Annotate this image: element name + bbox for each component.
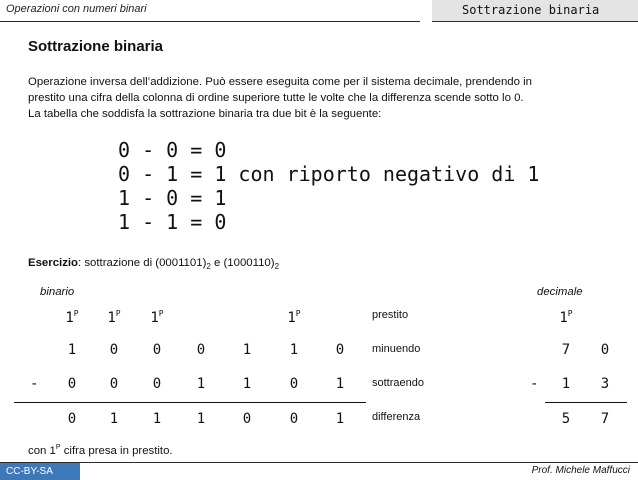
difference-digit: 0	[242, 411, 252, 427]
row-label-subtrahend: sottraendo	[372, 377, 424, 389]
borrow-digit: $1^P$	[107, 309, 121, 326]
borrow-digit: $1^P$	[559, 309, 573, 326]
subtrahend-digit: 1	[561, 376, 571, 392]
binary-heading: binario	[40, 286, 75, 298]
subtrahend-digit: 0	[67, 376, 77, 392]
exercise-label: Esercizio	[28, 257, 79, 269]
minuend-digit: 0	[109, 342, 119, 358]
binary-result-line	[14, 402, 366, 403]
header-left-bar	[0, 0, 420, 22]
row-label-borrow: prestito	[372, 309, 409, 321]
header-left-text: Operazioni con numeri binari	[6, 3, 147, 15]
binary-minus-sign: -	[30, 376, 39, 392]
borrow-note	[28, 444, 173, 457]
difference-digit: 1	[109, 411, 119, 427]
minuend-digit: 1	[242, 342, 252, 358]
intro-line: prestito una cifra della colonna di ordine superiore tutte le volte che la differenza scende sotto lo 0.	[28, 92, 524, 104]
decimal-heading: decimale	[537, 286, 583, 298]
difference-digit: 1	[196, 411, 206, 427]
subtrahend-digit: 1	[335, 376, 345, 392]
difference-digit: 5	[561, 411, 571, 427]
subtrahend-digit: 3	[600, 376, 610, 392]
minuend-digit: 1	[289, 342, 299, 358]
rule-line: 0 - 1 = 1 con riporto negativo di 1	[118, 162, 540, 186]
rule-line: 0 - 0 = 0	[118, 138, 227, 162]
header-right-text: Sottrazione binaria	[462, 3, 600, 17]
decimal-minus-sign: -	[530, 376, 539, 392]
borrow-digit: $1^P$	[150, 309, 164, 326]
difference-digit: 0	[67, 411, 77, 427]
intro-line: La tabella che soddisfa la sottrazione binaria tra due bit è la seguente:	[28, 108, 382, 120]
exercise-statement	[28, 257, 279, 271]
minuend-digit: 0	[600, 342, 610, 358]
intro-line: Operazione inversa dell’addizione. Può essere eseguita come per il sistema decimale, prendendo in	[28, 76, 533, 88]
subtrahend-digit: 1	[242, 376, 252, 392]
rule-line: 1 - 1 = 0	[118, 210, 227, 234]
author-credit: Prof. Michele Maffucci	[531, 465, 630, 476]
note-mark: P	[55, 444, 61, 451]
row-label-minuend: minuendo	[372, 343, 421, 355]
footer-divider	[80, 462, 638, 463]
borrow-digit: $1^P$	[65, 309, 79, 326]
minuend-digit: 0	[152, 342, 162, 358]
difference-digit: 7	[600, 411, 610, 427]
exercise-base-1: 2	[206, 262, 211, 271]
slide-title: Sottrazione binaria	[28, 38, 164, 55]
license-badge	[0, 462, 80, 480]
note-prefix: con 1	[28, 445, 56, 457]
borrow-digit: $1^P$	[287, 309, 301, 326]
difference-digit: 1	[152, 411, 162, 427]
subtrahend-digit: 0	[289, 376, 299, 392]
difference-digit: 0	[289, 411, 299, 427]
row-label-difference: differenza	[372, 411, 421, 423]
exercise-middle: e (1000110)	[210, 257, 275, 269]
decimal-result-line	[545, 402, 627, 403]
minuend-digit: 0	[196, 342, 206, 358]
rule-line: 1 - 0 = 1	[118, 186, 227, 210]
note-suffix: cifra presa in prestito.	[60, 445, 173, 457]
subtrahend-digit: 0	[109, 376, 119, 392]
subtrahend-digit: 0	[152, 376, 162, 392]
minuend-digit: 0	[335, 342, 345, 358]
license-text: CC-BY-SA	[6, 466, 53, 477]
exercise-base-2: 2	[274, 262, 280, 271]
minuend-digit: 7	[561, 342, 571, 358]
exercise-text: : sottrazione di (0001101)	[78, 257, 207, 269]
difference-digit: 1	[335, 411, 345, 427]
subtrahend-digit: 1	[196, 376, 206, 392]
minuend-digit: 1	[67, 342, 77, 358]
header-right-tab	[432, 0, 638, 22]
